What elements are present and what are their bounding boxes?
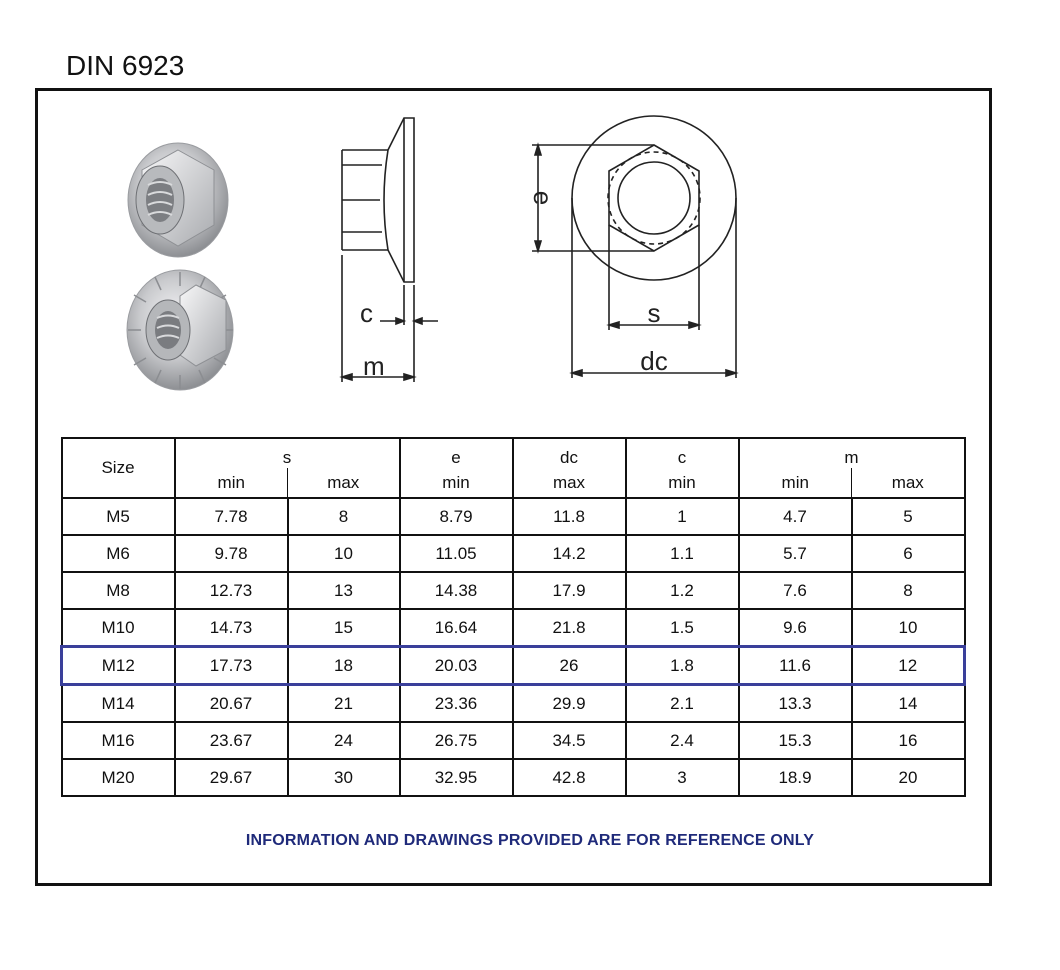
header-e: e xyxy=(400,438,513,468)
value-cell: 9.6 xyxy=(739,609,852,647)
value-cell: 20.03 xyxy=(400,647,513,685)
flange-nut-photo-top xyxy=(128,143,228,257)
value-cell: 21.8 xyxy=(513,609,626,647)
value-cell: 1.2 xyxy=(626,572,739,609)
value-cell: 3 xyxy=(626,759,739,796)
label-c: c xyxy=(360,298,373,328)
value-cell: 8 xyxy=(852,572,965,609)
value-cell: 10 xyxy=(288,535,400,572)
value-cell: 9.78 xyxy=(175,535,288,572)
value-cell: 14.73 xyxy=(175,609,288,647)
table-header-row xyxy=(62,438,965,468)
value-cell: 29.9 xyxy=(513,685,626,723)
header-dc: dc xyxy=(513,438,626,468)
value-cell: 32.95 xyxy=(400,759,513,796)
value-cell: 7.6 xyxy=(739,572,852,609)
table-row xyxy=(62,647,965,685)
size-cell: M12 xyxy=(62,647,175,685)
value-cell: 5.7 xyxy=(739,535,852,572)
value-cell: 14.2 xyxy=(513,535,626,572)
subheader-m-min: min xyxy=(739,468,852,498)
reference-disclaimer: INFORMATION AND DRAWINGS PROVIDED ARE FOR REFERENCE ONLY xyxy=(245,832,815,849)
value-cell: 16 xyxy=(852,722,965,759)
dimensions-table xyxy=(60,437,966,797)
value-cell: 20 xyxy=(852,759,965,796)
value-cell: 2.4 xyxy=(626,722,739,759)
value-cell: 2.1 xyxy=(626,685,739,723)
subheader-s-min: min xyxy=(175,468,288,498)
value-cell: 8 xyxy=(288,498,400,535)
header-s: s xyxy=(175,438,400,468)
size-cell: M8 xyxy=(62,572,175,609)
subheader-e-min: min xyxy=(400,468,513,498)
size-cell: M10 xyxy=(62,609,175,647)
table-subheader-row xyxy=(62,468,965,498)
value-cell: 5 xyxy=(852,498,965,535)
value-cell: 24 xyxy=(288,722,400,759)
subheader-dc-max: max xyxy=(513,468,626,498)
value-cell: 17.9 xyxy=(513,572,626,609)
flange-nut-photo-serrated xyxy=(127,270,233,390)
value-cell: 23.67 xyxy=(175,722,288,759)
value-cell: 8.79 xyxy=(400,498,513,535)
table-row xyxy=(62,572,965,609)
value-cell: 7.78 xyxy=(175,498,288,535)
value-cell: 42.8 xyxy=(513,759,626,796)
value-cell: 34.5 xyxy=(513,722,626,759)
value-cell: 15 xyxy=(288,609,400,647)
header-m: m xyxy=(739,438,965,468)
value-cell: 17.73 xyxy=(175,647,288,685)
value-cell: 21 xyxy=(288,685,400,723)
value-cell: 1 xyxy=(626,498,739,535)
value-cell: 26 xyxy=(513,647,626,685)
value-cell: 12.73 xyxy=(175,572,288,609)
value-cell: 11.05 xyxy=(400,535,513,572)
value-cell: 30 xyxy=(288,759,400,796)
size-cell: M20 xyxy=(62,759,175,796)
value-cell: 11.6 xyxy=(739,647,852,685)
value-cell: 16.64 xyxy=(400,609,513,647)
size-cell: M6 xyxy=(62,535,175,572)
value-cell: 15.3 xyxy=(739,722,852,759)
top-view-drawing xyxy=(532,116,736,378)
table-row xyxy=(62,759,965,796)
side-view-drawing xyxy=(342,118,438,382)
value-cell: 14.38 xyxy=(400,572,513,609)
value-cell: 1.8 xyxy=(626,647,739,685)
value-cell: 18 xyxy=(288,647,400,685)
value-cell: 4.7 xyxy=(739,498,852,535)
table-row xyxy=(62,609,965,647)
value-cell: 6 xyxy=(852,535,965,572)
value-cell: 11.8 xyxy=(513,498,626,535)
table-row xyxy=(62,535,965,572)
value-cell: 18.9 xyxy=(739,759,852,796)
size-cell: M14 xyxy=(62,685,175,723)
header-size: Size xyxy=(62,438,175,498)
subheader-m-max: max xyxy=(852,468,965,498)
value-cell: 26.75 xyxy=(400,722,513,759)
table-row xyxy=(62,722,965,759)
value-cell: 23.36 xyxy=(400,685,513,723)
label-s: s xyxy=(647,298,661,328)
value-cell: 13 xyxy=(288,572,400,609)
subheader-c-min: min xyxy=(626,468,739,498)
size-cell: M16 xyxy=(62,722,175,759)
label-e: e xyxy=(528,190,558,206)
value-cell: 13.3 xyxy=(739,685,852,723)
technical-drawings xyxy=(0,0,1060,430)
value-cell: 29.67 xyxy=(175,759,288,796)
header-c: c xyxy=(626,438,739,468)
value-cell: 1.5 xyxy=(626,609,739,647)
size-cell: M5 xyxy=(62,498,175,535)
table-row xyxy=(62,498,965,535)
value-cell: 20.67 xyxy=(175,685,288,723)
label-m: m xyxy=(363,351,385,381)
value-cell: 14 xyxy=(852,685,965,723)
value-cell: 12 xyxy=(852,647,965,685)
value-cell: 1.1 xyxy=(626,535,739,572)
value-cell: 10 xyxy=(852,609,965,647)
page-title: DIN 6923 xyxy=(66,50,185,81)
subheader-s-max: max xyxy=(288,468,400,498)
table-row xyxy=(62,685,965,723)
label-dc: dc xyxy=(640,346,668,376)
